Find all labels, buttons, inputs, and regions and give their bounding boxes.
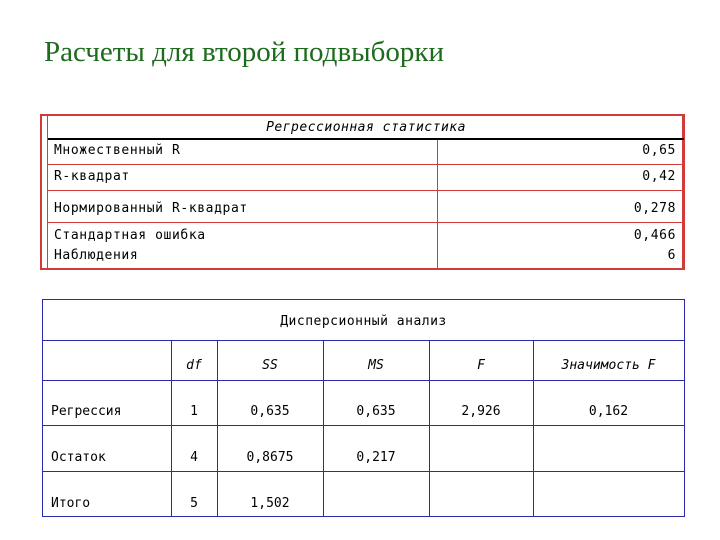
row-divider — [43, 471, 684, 472]
row-label: R-квадрат — [54, 169, 130, 184]
cell-f: 2,926 — [461, 404, 501, 419]
header-divider — [48, 138, 684, 140]
row-value: 0,278 — [633, 201, 676, 216]
regression-statistics-body — [47, 116, 683, 270]
column-header-ms: MS — [368, 358, 384, 373]
row-label: Наблюдения — [54, 248, 139, 263]
regression-statistics-table — [40, 114, 685, 270]
row-divider — [43, 425, 684, 426]
table-row — [48, 248, 684, 268]
cell-df: 4 — [190, 450, 198, 465]
row-value: 0,65 — [642, 143, 676, 158]
row-label: Нормированный R-квадрат — [54, 201, 248, 216]
anova-header: Дисперсионный анализ — [280, 314, 447, 329]
row-label: Стандартная ошибка — [54, 228, 206, 243]
regression-statistics-header: Регрессионная статистика — [266, 120, 466, 135]
row-label: Множественный R — [54, 143, 181, 158]
cell-ms: 0,635 — [356, 404, 396, 419]
cell-ss: 1,502 — [250, 496, 290, 511]
cell-df: 1 — [190, 404, 198, 419]
cell-ms: 0,217 — [356, 450, 396, 465]
row-label-regression: Регрессия — [51, 404, 122, 419]
cell-ss: 0,8675 — [246, 450, 294, 465]
column-header-ss: SS — [262, 358, 278, 373]
anova-table — [42, 299, 685, 517]
row-divider — [48, 164, 684, 165]
cell-df: 5 — [190, 496, 198, 511]
page-title: Расчеты для второй подвыборки — [44, 36, 444, 68]
row-divider — [48, 190, 684, 191]
table-row — [48, 169, 684, 189]
table-row — [48, 201, 684, 221]
column-header-df: df — [186, 358, 202, 373]
row-value: 0,42 — [642, 169, 676, 184]
cell-ss: 0,635 — [250, 404, 290, 419]
row-value: 6 — [667, 248, 676, 263]
table-row — [48, 228, 684, 248]
header-divider — [43, 340, 684, 341]
row-label-residual: Остаток — [51, 450, 106, 465]
column-header-significance-f: Значимость F — [561, 358, 656, 373]
row-label-total: Итого — [51, 496, 91, 511]
column-header-f: F — [477, 358, 485, 373]
table-row — [48, 143, 684, 163]
row-divider — [48, 222, 684, 223]
row-divider — [43, 380, 684, 381]
cell-significance-f: 0,162 — [588, 404, 629, 419]
row-value: 0,466 — [633, 228, 676, 243]
